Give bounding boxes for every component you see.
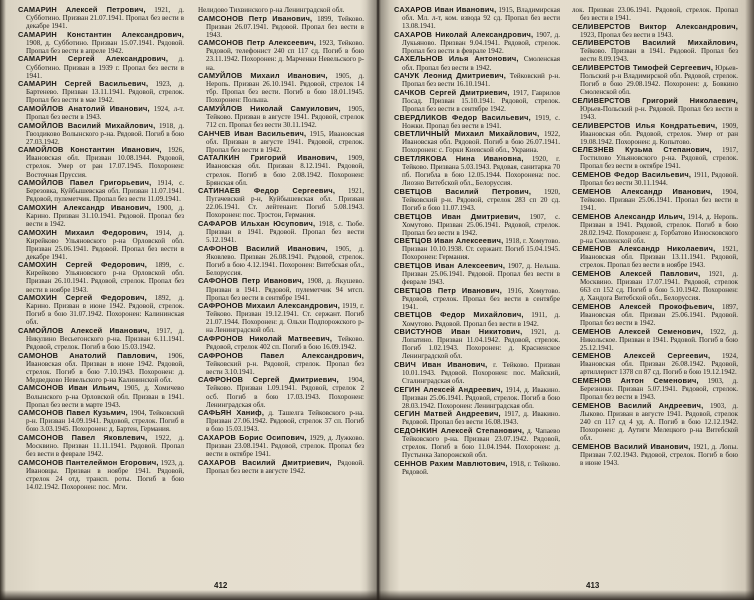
record-entry (572, 402, 738, 442)
record-name: САМАРИН Сергей Васильевич, (18, 79, 149, 89)
record-details: 1916, Хомутово. Рядовой, стрелок. Пропал без вести в сентябре 1941. (402, 286, 560, 311)
record-details: д. Ташелга Тейковского р-на. Призван 27.06.1942. Рядовой, стрелок 37 сп. Погиб в бою 15.03.1943. (206, 409, 364, 434)
record-details: 1905, Тейково. Призван в августе 1941. Рядовой, стрелок 712 сп. Пропал без вести 30.11.1942. (206, 104, 364, 130)
record-entry (18, 409, 184, 433)
record-details: 1921, д. Лопы. Призван 7.02.1943. Рядовой, стрелок. Погиб в бою в июне 1943. (580, 442, 738, 467)
record-entry (198, 220, 364, 244)
record-details: Тейково. Рядовой, стрелок 402 сп. Погиб в бою 16.09.1942. (206, 335, 364, 352)
record-entry (198, 302, 364, 334)
record-name: СВИЧ Иван Иванович, (394, 359, 488, 369)
record-name: СЕННОВ Рахим Мавлютович, (394, 458, 508, 468)
record-details: 1921, д. Субботино. Призван 21.07.1941. Пропал без вести в декабре 1941. (26, 6, 184, 31)
record-name: САМОХИН Сергей Федорович, (18, 260, 148, 270)
record-details: Юрьев-Польский р-н. Рядовой. Пропал без вести в 1943. (580, 104, 738, 121)
record-name: СЕГИН Алексей Андреевич, (394, 384, 503, 394)
record-name: САМАРИН Сергей Александрович, (18, 54, 169, 64)
record-entry (198, 39, 364, 71)
record-name: САФРОНОВ Павел Александрович, (198, 350, 364, 360)
record-details: 1918, г. Хомутово. Призван 10.10.1938. Ст. сержант. Погиб 15.04.1945. Похоронен: Германия. (402, 237, 560, 262)
record-entry (18, 146, 184, 178)
record-entry (394, 6, 560, 30)
record-name: СЕМЕНОВ Василий Иванович, (572, 441, 691, 451)
record-entry (18, 261, 184, 293)
record-details: 1926, Ивановская обл. Призван 10.08.1944. Рядовой, стрелок. Умер от ран 17.07.1945. Похоронен: Восточная Пруссия. (26, 146, 184, 179)
record-details: 1914, с. Березовка, Куйбышевская обл. Призван 11.07.1941. Рядовой, пулеметчик. Пропал без вести 11.09.1941. (26, 179, 184, 204)
record-details: 1921, д. Москвино. Призван 17.07.1941. Рядовой, стрелок 663 сп 152 сд. Погиб в бою 5.10.1942. Похоронен: д. Хандога Витебской обл., Белоруссия. (580, 270, 738, 303)
record-details: 1906, Ивановская обл. Призван в июне 1942. Рядовой, стрелок. Погиб в бою 7.10.1943. Похоронен: д. Медведково Невельского р-на Калининской обл. (26, 351, 184, 384)
record-entry (394, 361, 560, 385)
record-details: 1914, д. Неропь. Призван в 1941. Рядовой, стрелок. Погиб в бою 28.02.1942. Похоронен: д. Горбатово Износковского р-на Смоленской обл. (580, 212, 738, 245)
record-entry (394, 55, 560, 71)
record-entry (198, 15, 364, 39)
record-name: СЕМЕНОВ Алексей Павлович, (572, 269, 701, 279)
record-details: 1907, с. Хомутово. Призван 25.06.1941. Рядовой, стрелок. Пропал без вести в 1942. (402, 212, 560, 237)
record-name: САМОХИН Александр Иванович, (18, 202, 152, 212)
record-details: 1914, д. Ивакино. Призван 25.06.1941. Рядовой, стрелок. Погиб в бою 28.03.1942. Похоронен: Ленинградская обл. (402, 385, 560, 410)
record-name: САМСОНОВ Павел Яковлевич, (18, 432, 148, 442)
record-name: СВИСТУНОВ Иван Никитович, (394, 327, 523, 337)
record-details: 1899, Тейково. Призван 26.07.1941. Рядовой. Пропал без вести в 1943. (206, 14, 364, 39)
record-entry (394, 213, 560, 237)
record-entry (18, 105, 184, 121)
record-entry (198, 245, 364, 277)
record-entry (394, 237, 560, 261)
record-entry (572, 328, 738, 352)
record-details: 1908, д. Субботино. Призван 15.07.1941. Рядовой. Пропал без вести в апреле 1942. (26, 38, 184, 55)
record-details: 1892, д. Карино. Призван в июне 1942. Рядовой, стрелок. Погиб в бою 31.07.1942. Похоронен: Калининская обл. (26, 294, 184, 327)
record-name: СЕЛИВЕРСТОВ Илья Кондратьевич, (572, 120, 718, 130)
record-name: САМСОНОВ Петр Иванович, (198, 13, 313, 23)
record-entry (394, 386, 560, 410)
record-entry (394, 89, 560, 113)
record-entry (18, 55, 184, 79)
record-name: САХАРОВ Василий Дмитриевич, (198, 457, 332, 467)
record-details: 1924, Ивановская обл. Призван 26.08.1942. Рядовой, артиллерист 1378 сп 87 сд. Погиб в бою 19.12.1942. (580, 352, 738, 377)
record-name: САМСОНОВ Иван Ильич, (18, 383, 120, 393)
record-details: 1919, с. Ножки. Пропал без вести в 1941. (402, 113, 560, 130)
record-name: СВЕТЦОВ Иван Алексеевич, (394, 260, 506, 270)
record-entry (198, 459, 364, 475)
right-page-column-1 (394, 6, 560, 566)
record-details: 1905, д. Хомичево Волынского р-на Орловской обл. Призван в 1941. Пропал без вести в марте 1943. (26, 384, 184, 409)
record-name: САФОНОВ Петр Иванович, (198, 276, 305, 286)
record-entry (18, 204, 184, 228)
record-details: 1897, Ивановская обл. Призван 25.06.1941. Рядовой. Пропал без вести в 1942. (580, 302, 738, 327)
record-name: СВЕТЛЯКОВА Нина Ивановна, (394, 154, 524, 163)
record-details: 1909, Ивановская обл. Призван 8.12.1941. Рядовой, стрелок. Погиб в бою 2.08.1942. Похоронен: Брянская обл. (206, 154, 364, 187)
record-entry (572, 97, 738, 121)
record-details: 1923, д. Ивановцы. Призван в ноябре 1941. Рядовой, стрелок 24 отд. трансп. роты. Погиб в бою 14.02.1942. Похоронен: пос. Мги. (26, 458, 184, 491)
record-name: СЕЛИВЕРСТОВ Тимофей Сергеевич, (572, 63, 714, 73)
record-entry (198, 154, 364, 186)
record-name: САФРОНОВ Николай Матвеевич, (198, 334, 333, 343)
record-name: СЕЛИВЕРСТОВ Виктор Александрович, (572, 21, 738, 31)
record-entry (198, 352, 364, 376)
record-entry (394, 262, 560, 286)
record-name: СВЕРДЛИКОВ Федор Васильевич, (394, 112, 531, 122)
record-entry (394, 287, 560, 311)
record-details: 1911, д. Хомутово. Рядовой. Пропал без вести в 1942. (402, 311, 560, 328)
record-details: 1923, Тейково. Рядовой, телефонист 240 сп 117 сд. Погиб в бою 23.11.1942. Похоронен: д. Марченки Невельского р-на. (206, 39, 364, 72)
record-details: 1907, д. Лукьяново. Призван 9.04.1941. Рядовой, стрелок. Пропал без вести в феврале 1942. (402, 30, 560, 55)
record-entry (198, 277, 364, 301)
record-details: 1904, Тейково. Призван 1.09.1941. Рядовой, стрелок 2 осб. Погиб в бою 17.03.1943. Похоронен: Ленинградская обл. (206, 376, 364, 409)
record-name: САХАРОВ Иван Иванович, (394, 6, 497, 14)
record-name: СЕМЕНОВ Антон Семенович, (572, 376, 699, 386)
record-name: СЕЛЕЗНЕВ Кузьма Степанович, (572, 145, 712, 155)
record-details: д. Субботино. Призван в 1939 г. Пропал без вести в 1941. (26, 55, 184, 80)
record-entry (572, 213, 738, 245)
record-details: 1905, д. Неропь. Призван 26.10.1941. Рядовой, стрелок 14 тбр. Пропал без вести. Погиб в бою 18.01.1945. Похоронен: Польша. (206, 72, 364, 105)
record-entry (572, 171, 738, 187)
record-name: СВЕТЦОВ Петр Иванович, (394, 285, 503, 295)
record-name: САФАРОВ Ильхан Юсупович, (198, 218, 316, 228)
record-entry (18, 179, 184, 203)
record-name: СЕМЕНОВ Алексей Семенович, (572, 326, 703, 336)
record-name: САМСОНОВ Павел Кузьмич, (18, 408, 128, 418)
record-details: 1903, д. Лыково. Призван в августе 1941. Рядовой, стрелок 240 сп 117 сд 4 уд. А. Погиб в бою 12.12.1942. Похоронен: д. Аутиги Мелецкого р-на Витебской обл. (580, 401, 738, 442)
record-details: 1919, г. Тейково. Призван 19.12.1941. Ст. сержант. Погиб 21.07.1944. Похоронен: д. Ольхи Подпорожского р-на Ленинградской обл. (206, 302, 364, 335)
record-entry (394, 31, 560, 55)
record-details: Рядовой. Пропал без вести в августе 1942. (206, 458, 364, 475)
record-name: СЕЛИВЕРСТОВ Григорий Николаевич, (572, 95, 738, 105)
record-details: 1900, д. Карино. Призван 31.10.1941. Рядовой. Пропал без вести в 1942. (26, 203, 184, 228)
record-entry (18, 31, 184, 55)
record-entry (572, 303, 738, 327)
record-entry (572, 352, 738, 376)
record-name: СЕМЕНОВ Александр Ильич, (572, 211, 686, 221)
record-name: САМАРИН Алексей Петрович, (18, 6, 146, 14)
record-details: 1920, г. Тейково. Призвана 5.03.1943. Рядовая, санитарка 70 пб. Погибла в бою 12.05.1944. Похоронена: пос. Лиозно Витебской обл., Белоруссия. (402, 155, 560, 188)
record-details: Тейковский р-н. Пропал без вести 16.10.1941. (402, 72, 560, 89)
record-entry (572, 270, 738, 302)
record-name: САМОЙЛОВ Павел Григорьевич, (18, 178, 152, 188)
record-details: 1917, д. Никулино Весьегонского р-на. Призван 6.11.1941. Рядовой, стрелок. Погиб в бою 15.03.1942. (26, 326, 184, 352)
record-details: 1915, Владимирская обл. Мл. л-т, ком. взвода 92 сд. Пропал без вести 13.08.1941. (402, 6, 560, 31)
record-details: 1918, с. Тюбе. Призван в 1941. Рядовой. Пропал без вести 5.12.1941. (206, 219, 364, 245)
right-page (394, 0, 744, 592)
record-name: САФОНОВ Василий Иванович, (198, 243, 328, 253)
record-details: лок. Призван 23.06.1941. Рядовой, стрелок. Пропал без вести в 1941. (572, 6, 738, 23)
record-details: 1907, д. Нельша. Призван 25.06.1941. Рядовой. Пропал без вести в феврале 1943. (402, 261, 560, 287)
record-entry (18, 384, 184, 408)
record-name: САМУЙЛОВ Николай Самуилович, (198, 103, 341, 113)
record-entry (198, 72, 364, 104)
record-name: САТИНАЕВ Федор Сергеевич, (198, 186, 336, 196)
record-entry (18, 80, 184, 104)
record-name: СВЕТЦОВ Василий Петрович, (394, 186, 532, 196)
record-entry (18, 327, 184, 351)
record-name: САЧКОВ Сергей Дмитриевич, (394, 87, 510, 97)
record-entry (572, 64, 738, 96)
record-name: СЕМЕНОВ Алексей Прокофьевич, (572, 301, 715, 311)
record-details: 1909, Ивановская обл. Рядовой, стрелок. Умер от ран 19.08.1942. Похоронен: д. Копытово. (580, 121, 738, 146)
record-name: СВЕТЦОВ Иван Дмитриевич, (394, 211, 521, 221)
record-entry (394, 114, 560, 130)
record-details: г. Тейково. Призван 10.01.1943. Рядовой. Похоронен: пос. Майский, Сталинградская обл. (402, 360, 560, 386)
record-details: 1923, Пропал без вести в 1943. (580, 30, 674, 39)
record-name: СЕМЕНОВ Федор Васильевич, (572, 170, 692, 180)
record-entry (198, 187, 364, 219)
record-details: Смоленская обл. Пропал без вести в 1942. (402, 55, 560, 72)
record-name: САМОХИН Михаил Федорович, (18, 227, 149, 237)
record-name: САМОЙЛОВ Анатолий Иванович, (18, 103, 150, 113)
record-details: 1899, с. Кирейково Ульяновского р-на Орловской обл. Призван 26.10.1941. Рядовой, стрелок. Пропал без вести в ноябре 1943. (26, 261, 184, 294)
record-name: СЕМЕНОВ Александр Иванович, (572, 186, 713, 196)
record-entry (198, 434, 364, 458)
record-details: 1923, д. Бартенево. Призван 13.11.1941. Рядовой, стрелок. Пропал без вести в мае 1942. (26, 80, 184, 105)
left-page (18, 0, 370, 592)
record-entry (18, 434, 184, 458)
record-entry (394, 460, 560, 476)
record-details: 1922, Ивановская обл. Рядовой. Погиб в бою 26.07.1941. Похоронен: с. Горки Киевской обл., Украина. (402, 130, 560, 155)
record-name: САМОЙЛОВ Василий Михайлович, (18, 120, 156, 130)
record-entry (198, 376, 364, 408)
record-details: 1921, д. Лопатино. Призван 11.04.1942. Рядовой, стрелок. Погиб 1.02.1943. Похоронен: д. Красненское Ленинградской обл. (402, 328, 560, 361)
record-entry (198, 105, 364, 129)
record-entry (394, 188, 560, 212)
record-entry (394, 155, 560, 187)
record-entry (18, 459, 184, 491)
record-name: СЕДОНКИН Алексей Степанович, (394, 426, 525, 436)
record-details: 1920, Тейковский р-н. Рядовой, стрелок 283 сп 20 сд. Погиб в бою 11.07.1943. (402, 187, 560, 212)
record-details: 1918, г. Тейково. Рядовой. (402, 459, 560, 476)
record-name: САНЧЕВ Иван Васильевич, (198, 128, 307, 138)
record-details: 1918, д. Гвоздиково Волынского р-на. Рядовой. Погиб в бою 27.03.1942. (26, 121, 184, 146)
left-page-column-1 (18, 6, 184, 566)
record-entry (18, 122, 184, 146)
record-details: Тейковский р-н. Рядовой, стрелок. Пропал без вести 3.10.1941. (206, 359, 364, 376)
left-page-column-2 (198, 6, 364, 566)
record-entry (394, 427, 560, 459)
record-entry (572, 6, 738, 22)
record-name: СЕЛИВЕРСТОВ Василий Михайлович, (572, 38, 738, 48)
record-details: 1904, Тейково. Призван 25.06.1941. Пропал без вести в 1941. (580, 187, 738, 212)
record-entry (18, 352, 184, 384)
record-entry (198, 130, 364, 154)
right-page-column-2 (572, 6, 738, 566)
record-details: Тейково. Призван в 1941. Рядовой. Пропал без вести 8.09.1943. (580, 47, 738, 64)
record-name: САХАРОВ Николай Александрович, (394, 29, 534, 39)
record-entry (18, 229, 184, 261)
record-entry (572, 146, 738, 170)
record-details: 1903, д. Березники. Призван 5.07.1941. Рядовой, стрелок. Пропал без вести в 1943. (580, 377, 738, 402)
record-details: 1914, д. Кирейково Ульяновского р-на Орловской обл. Призван 25.06.1941. Рядовой. Пропал без вести в декабре 1941. (26, 228, 184, 261)
record-name: СЕМЕНОВ Василий Андреевич, (572, 400, 704, 410)
left-page-number: 412 (214, 580, 228, 590)
record-name: САФРОНОВ Михаил Александрович, (198, 301, 341, 311)
record-details: 1917, д. Ивакино. Рядовой. Пропал без вести 16.08.1943. (402, 410, 560, 427)
record-name: САФЬЯН Ханиф, (198, 408, 265, 418)
record-name: САМСОНОВ Петр Алексеевич, (198, 38, 317, 48)
record-entry (572, 39, 738, 63)
record-details: 1924, л-т. Пропал без вести в 1943. (26, 104, 184, 121)
record-details: 1917, Гаврилов Посад. Призван 15.10.1941. Рядовой, стрелок. Пропал без вести в сентябре 1942. (402, 88, 560, 113)
record-entry (572, 377, 738, 401)
record-entry (198, 335, 364, 351)
record-details: 1921, Ивановская обл. Призван 13.11.1941. Рядовой, стрелок. Пропал без вести в ноябре 1943. (580, 245, 738, 270)
record-details: 1915, Ивановская обл. Призван в августе 1941. Рядовой, стрелок. Пропал без вести в 1942. (206, 129, 364, 154)
record-name: САМУЙЛОВ Михаил Иванович, (198, 71, 328, 81)
record-entry (572, 245, 738, 269)
record-name: СЕГИН Матвей Андреевич, (394, 409, 501, 419)
record-entry (394, 311, 560, 327)
record-entry (572, 23, 738, 39)
record-details: 1917, Гостилово Ульяновского р-на. Рядовой, стрелок. Пропал без вести в октябре 1941. (580, 146, 738, 171)
record-entry (18, 294, 184, 326)
record-details: 1911, Рядовой. Пропал без вести 30.11.1944. (580, 171, 738, 188)
record-name: СВЕТЦОВ Иван Алексеевич, (394, 236, 504, 246)
record-entry (572, 122, 738, 146)
record-entry (198, 409, 364, 433)
record-name: СЕМЕНОВ Алексей Сергеевич, (572, 351, 711, 361)
record-entry (394, 410, 560, 426)
record-name: САМОЙЛОВ Константин Иванович, (18, 145, 162, 155)
right-page-number: 413 (586, 580, 600, 590)
record-entry (394, 72, 560, 88)
record-details: 1904, Тейковский р-н. Призван 14.09.1941. Рядовой, стрелок. Погиб в бою 3.03.1945. Похоронен: д. Бартен, Германия. (26, 409, 184, 434)
record-name: САМСОНОВ Пантелеймон Егорович, (18, 457, 159, 467)
record-details: 1921, Пугачевский р-н, Куйбышевская обл. Призван 22.06.1941. Ст. лейтенант. Погиб 5.08.1943. Похоронен: пос. Трэстон, Германия. (206, 187, 364, 220)
record-details: 1929, д. Лужково. Призван 23.08.1941. Рядовой, стрелок. Пропал без вести в октябре 1941. (206, 433, 364, 459)
record-entry (394, 328, 560, 360)
record-name: СВЕТЦОВ Федор Михайлович, (394, 310, 524, 320)
record-name: САХЕЛЬНОВ Илья Антонович, (394, 54, 519, 64)
record-details: 1905, д. Яковлево. Призван 26.08.1941. Рядовой, стрелок. Погиб в бою 4.12.1941. Похоронен: Витебская обл., Белоруссия. (206, 244, 364, 277)
record-details: 1922, д. Москвино. Призван 11.11.1941. Рядовой. Пропал без вести в феврале 1942. (26, 433, 184, 459)
record-details: Нелидово Тихвинского р-на Ленинградской обл. (198, 6, 345, 14)
record-name: СВЕТЛИЧНЫЙ Михаил Михайлович, (394, 129, 540, 139)
record-name: САМОХИН Сергей Федорович, (18, 293, 147, 303)
record-entry (572, 443, 738, 467)
record-entry (18, 6, 184, 30)
record-details: 1908, д. Якушево. Призван в 1941. Рядовой, пулеметчик 94 мтсп. Пропал без вести в сентябре 1941. (206, 277, 364, 302)
record-name: САЧУК Леонид Дмитриевич, (394, 71, 506, 81)
record-details: 1922, д. Никольское. Призван в 1941. Рядовой. Погиб в бою 25.12.1941. (580, 327, 738, 352)
record-details: Юрьев-Польский р-н Владимирской обл. Рядовой, стрелок. Погиб в бою 29.08.1942. Похоронен: д. Бовкино Смоленской обл. (580, 64, 738, 97)
record-name: САХАРОВ Борис Осипович, (198, 432, 307, 442)
record-name: САМАРИН Константин Александрович, (18, 29, 184, 39)
record-name: САМОНОВ Анатолий Павлович, (18, 350, 158, 360)
record-entry (394, 130, 560, 154)
record-name: САМОЙЛОВ Алексей Иванович, (18, 325, 150, 335)
record-details: д. Чапаево Тейковского р-на. Призван 23.07.1942. Рядовой, стрелок. Погиб в бою 11.04.1944. Похоронен: д. Пустынка Запорожской обл. (402, 427, 560, 460)
record-entry (572, 188, 738, 212)
record-name: САТАЛКИН Григорий Иванович, (198, 153, 338, 163)
record-name: СЕМЕНОВ Александр Николаевич, (572, 244, 716, 254)
record-name: САФРОНОВ Сергей Дмитриевич, (198, 375, 339, 385)
